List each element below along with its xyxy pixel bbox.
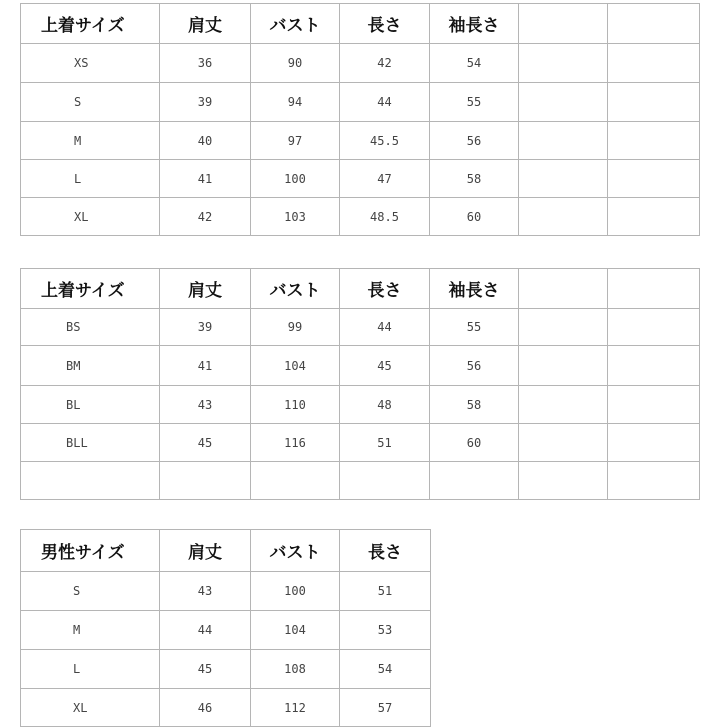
column-header: 長さ	[340, 4, 430, 44]
measurement-cell: 108	[251, 650, 340, 689]
measurement-cell: 56	[430, 346, 519, 386]
measurement-cell: 45	[160, 424, 251, 462]
measurement-cell: 116	[251, 424, 340, 462]
empty-header-cell	[519, 4, 608, 44]
size-label-cell: L	[21, 160, 160, 198]
measurement-cell: 104	[251, 346, 340, 386]
measurement-cell: 36	[160, 44, 251, 83]
measurement-cell: 53	[340, 611, 431, 650]
header-row	[21, 269, 700, 309]
measurement-cell: 94	[251, 83, 340, 122]
measurement-cell: 41	[160, 160, 251, 198]
empty-cell	[608, 346, 700, 386]
empty-cell	[608, 462, 700, 500]
measurement-cell: 45.5	[340, 122, 430, 160]
measurement-cell: 42	[160, 198, 251, 236]
empty-cell	[608, 386, 700, 424]
empty-cell	[519, 160, 608, 198]
empty-cell	[340, 462, 430, 500]
column-header: 袖長さ	[430, 269, 519, 309]
column-header: 長さ	[340, 530, 431, 572]
size-label-cell: S	[21, 83, 160, 122]
size-label-cell: XL	[21, 198, 160, 236]
empty-header-cell	[519, 269, 608, 309]
table-row	[21, 44, 700, 83]
empty-cell	[519, 346, 608, 386]
table-row	[21, 424, 700, 462]
empty-cell	[519, 83, 608, 122]
column-header: 上着サイズ	[21, 4, 160, 44]
table-row	[21, 160, 700, 198]
empty-cell	[519, 424, 608, 462]
size-label-cell: BS	[21, 309, 160, 346]
column-header: 袖長さ	[430, 4, 519, 44]
measurement-cell: 42	[340, 44, 430, 83]
table-row	[21, 198, 700, 236]
empty-header-cell	[608, 4, 700, 44]
size-label-cell: S	[21, 572, 160, 611]
empty-cell	[519, 122, 608, 160]
empty-cell	[21, 462, 160, 500]
measurement-cell: 51	[340, 572, 431, 611]
measurement-cell: 58	[430, 386, 519, 424]
column-header: バスト	[251, 269, 340, 309]
empty-cell	[608, 424, 700, 462]
table-row	[21, 650, 431, 689]
empty-cell	[519, 44, 608, 83]
measurement-cell: 100	[251, 572, 340, 611]
column-header: 男性サイズ	[21, 530, 160, 572]
table-row	[21, 122, 700, 160]
column-header: 肩丈	[160, 269, 251, 309]
measurement-cell: 110	[251, 386, 340, 424]
table-row	[21, 386, 700, 424]
empty-cell	[608, 83, 700, 122]
measurement-cell: 104	[251, 611, 340, 650]
mens-size-table	[20, 529, 431, 727]
measurement-cell: 44	[340, 309, 430, 346]
size-label-cell: BLL	[21, 424, 160, 462]
measurement-cell: 40	[160, 122, 251, 160]
measurement-cell: 60	[430, 424, 519, 462]
measurement-cell: 56	[430, 122, 519, 160]
column-header: 長さ	[340, 269, 430, 309]
empty-cell	[519, 198, 608, 236]
measurement-cell: 41	[160, 346, 251, 386]
womens-size-table-2	[20, 268, 700, 500]
measurement-cell: 43	[160, 572, 251, 611]
measurement-cell: 39	[160, 309, 251, 346]
empty-cell	[608, 198, 700, 236]
measurement-cell: 39	[160, 83, 251, 122]
measurement-cell: 54	[430, 44, 519, 83]
measurement-cell: 46	[160, 689, 251, 727]
measurement-cell: 57	[340, 689, 431, 727]
measurement-cell: 55	[430, 309, 519, 346]
size-label-cell: XS	[21, 44, 160, 83]
size-label-cell: XL	[21, 689, 160, 727]
empty-cell	[608, 122, 700, 160]
header-row	[21, 4, 700, 44]
size-label-cell: M	[21, 611, 160, 650]
measurement-cell: 97	[251, 122, 340, 160]
measurement-cell: 112	[251, 689, 340, 727]
measurement-cell: 55	[430, 83, 519, 122]
measurement-cell: 54	[340, 650, 431, 689]
measurement-cell: 45	[160, 650, 251, 689]
measurement-cell: 58	[430, 160, 519, 198]
measurement-cell: 99	[251, 309, 340, 346]
measurement-cell: 100	[251, 160, 340, 198]
measurement-cell: 45	[340, 346, 430, 386]
measurement-cell: 48.5	[340, 198, 430, 236]
header-row	[21, 530, 431, 572]
empty-cell	[608, 309, 700, 346]
measurement-cell: 44	[340, 83, 430, 122]
column-header: 上着サイズ	[21, 269, 160, 309]
table-row	[21, 572, 431, 611]
empty-cell	[430, 462, 519, 500]
column-header: バスト	[251, 530, 340, 572]
size-label-cell: BL	[21, 386, 160, 424]
measurement-cell: 90	[251, 44, 340, 83]
measurement-cell: 44	[160, 611, 251, 650]
empty-header-cell	[608, 269, 700, 309]
womens-size-table-1	[20, 3, 700, 236]
table-row	[21, 611, 431, 650]
table-row	[21, 346, 700, 386]
measurement-cell: 43	[160, 386, 251, 424]
empty-cell	[160, 462, 251, 500]
measurement-cell: 47	[340, 160, 430, 198]
column-header: バスト	[251, 4, 340, 44]
column-header: 肩丈	[160, 530, 251, 572]
size-label-cell: M	[21, 122, 160, 160]
size-label-cell: L	[21, 650, 160, 689]
table-row	[21, 83, 700, 122]
measurement-cell: 51	[340, 424, 430, 462]
column-header: 肩丈	[160, 4, 251, 44]
table-row	[21, 309, 700, 346]
measurement-cell: 48	[340, 386, 430, 424]
empty-cell	[519, 309, 608, 346]
measurement-cell: 103	[251, 198, 340, 236]
empty-cell	[608, 160, 700, 198]
empty-cell	[608, 44, 700, 83]
empty-cell	[251, 462, 340, 500]
table-row	[21, 689, 431, 727]
empty-cell	[519, 386, 608, 424]
measurement-cell: 60	[430, 198, 519, 236]
size-label-cell: BM	[21, 346, 160, 386]
table-row	[21, 462, 700, 500]
empty-cell	[519, 462, 608, 500]
